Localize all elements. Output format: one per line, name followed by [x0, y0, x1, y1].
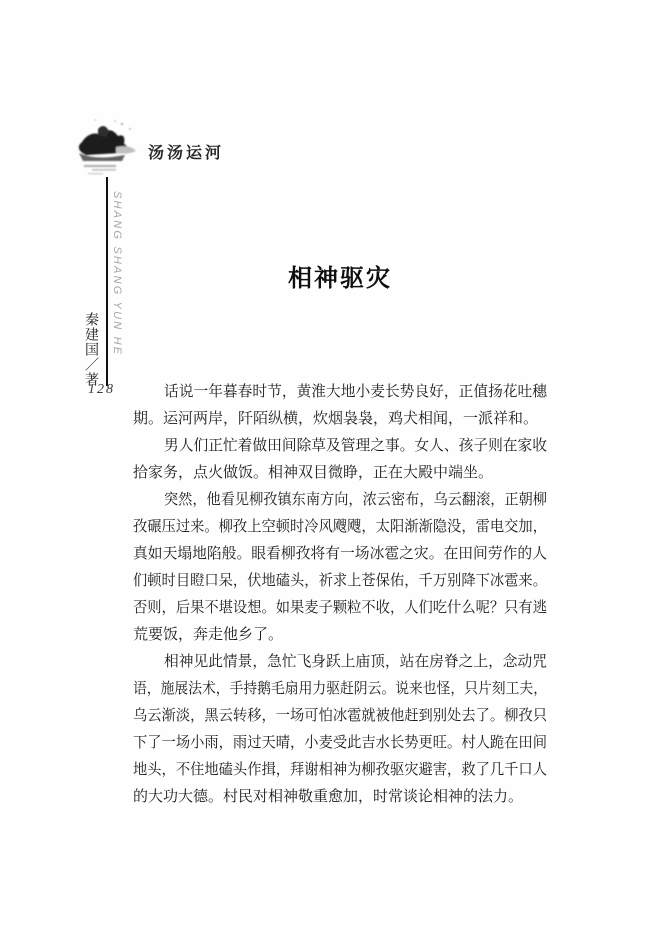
paragraph-4: [133, 649, 547, 811]
text-line: [133, 730, 547, 757]
text-line: [133, 568, 547, 595]
text-line-content: 相神见此情景，急忙飞身跃上庙顶，站在房脊之上，念动咒: [164, 654, 547, 670]
text-line-content: 语，施展法术，手持鹅毛扇用力驱赶阴云。说来也怪，只片刻工夫，: [133, 681, 547, 697]
text-line-content: 荒要饭，奔走他乡了。: [133, 627, 284, 643]
text-line: [133, 487, 547, 514]
text-line: [133, 703, 547, 730]
paragraph-3: [133, 487, 547, 649]
body-text: [133, 379, 547, 811]
paragraph-1: [133, 379, 547, 433]
text-line-content: 真如天塌地陷般。眼看柳孜将有一场冰雹之灾。在田间劳作的人: [133, 546, 547, 562]
text-line: [133, 514, 547, 541]
text-line: [133, 649, 547, 676]
text-line-content: 下了一场小雨，雨过天晴，小麦受此吉水长势更旺。村人跪在田间: [133, 735, 547, 751]
spine-divider-rule: [106, 177, 108, 386]
text-line-content: 话说一年暮春时节，黄淮大地小麦长势良好，正值扬花吐穗: [164, 384, 547, 400]
ink-landscape-logo-icon: [70, 118, 142, 184]
chapter-title: 相神驱灾: [288, 266, 392, 292]
text-line: [133, 460, 547, 487]
text-line-content: 突然，他看见柳孜镇东南方向，浓云密布，乌云翻滚，正朝柳: [164, 492, 547, 508]
paragraph-2: [133, 433, 547, 487]
text-line-content: 地头，不住地磕头作揖，拜谢相神为柳孜驱灾避害，救了几千口人: [133, 762, 547, 778]
text-line-content: 期。运河两岸，阡陌纵横，炊烟袅袅，鸡犬相闻，一派祥和。: [133, 411, 539, 427]
text-line-content: 拾家务，点火做饭。相神双目微睁，正在大殿中端坐。: [133, 465, 494, 481]
text-line: [133, 379, 547, 406]
text-line-content: 的大功大德。村民对相神敬重愈加，时常谈论相神的法力。: [133, 789, 524, 805]
text-line: [133, 676, 547, 703]
text-line-content: 乌云渐淡，黑云转移，一场可怕冰雹就被他赶到别处去了。柳孜只: [133, 708, 547, 724]
author-name-vertical: 秦建国／著: [83, 312, 98, 387]
series-title: 汤汤运河: [148, 145, 225, 162]
text-line: [133, 595, 547, 622]
text-line: [133, 622, 547, 649]
article: [133, 263, 547, 811]
text-line: [133, 406, 547, 433]
series-pinyin-vertical: SHANG SHANG YUN HE: [111, 191, 123, 357]
text-line: [133, 541, 547, 568]
text-line-content: 们顿时目瞪口呆，伏地磕头，祈求上苍保佑，千万别降下冰雹来。: [133, 573, 547, 589]
text-line: [133, 757, 547, 784]
text-line-content: 孜碾压过来。柳孜上空顿时冷风飕飕，太阳渐渐隐没，雷电交加，: [133, 519, 547, 535]
text-line-content: 男人们正忙着做田间除草及管理之事。女人、孩子则在家收: [164, 438, 547, 454]
text-line-content: 否则，后果不堪设想。如果麦子颗粒不收，人们吃什么呢？只有逃: [133, 600, 547, 616]
text-line: [133, 433, 547, 460]
page-number: 128: [88, 382, 115, 397]
text-line: [133, 784, 547, 811]
